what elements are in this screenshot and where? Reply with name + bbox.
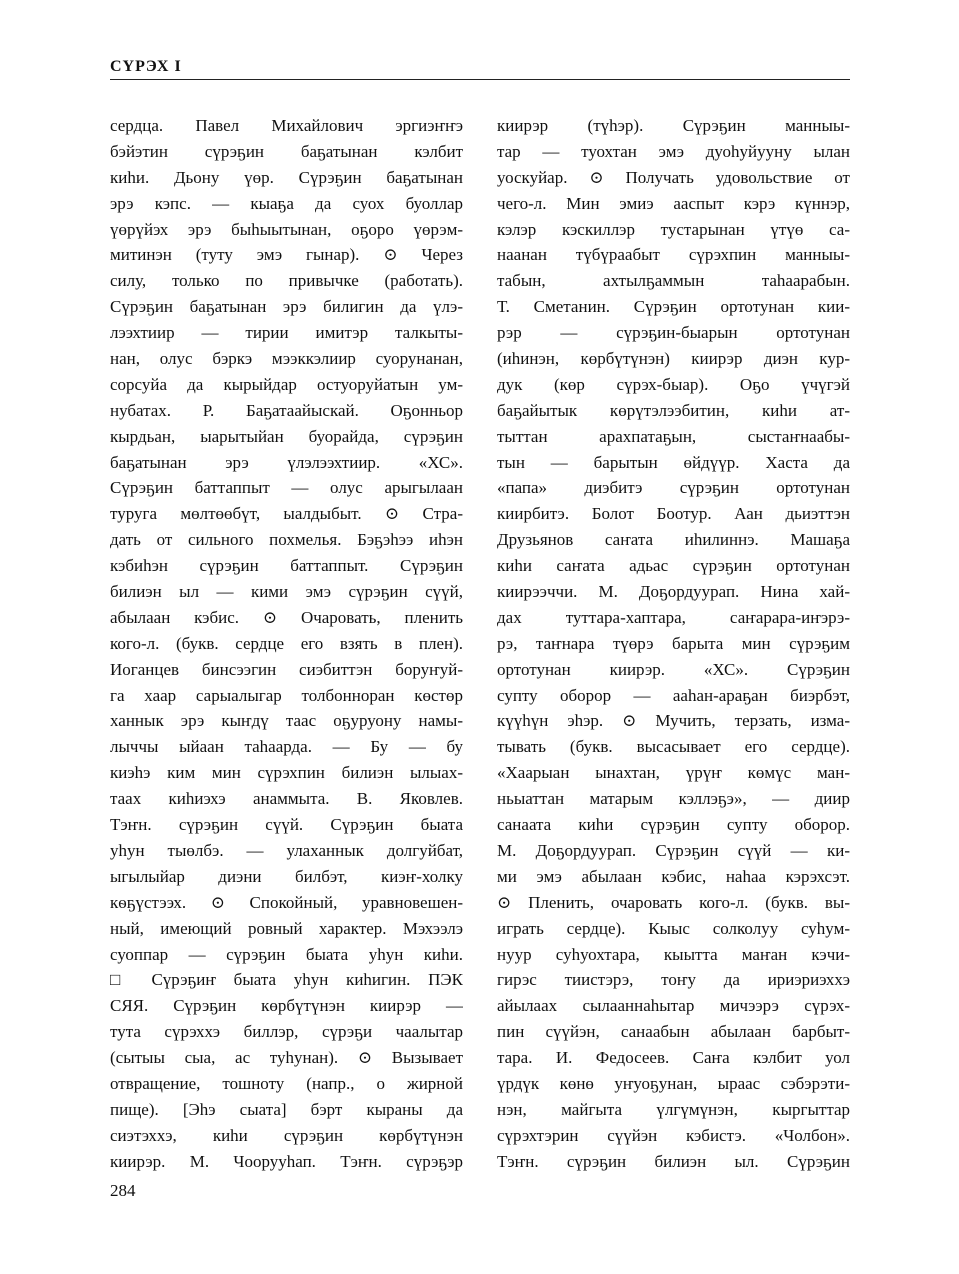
text-line: пин сүүйэн, санаабын абылаан барбыт- xyxy=(497,1022,850,1042)
text-line: силу, только по привычке (работать). xyxy=(110,271,463,291)
text-line: «папа» диэбитэ сүрэҕин ортотунан xyxy=(497,478,850,498)
text-line: уһун тыөлбэ. — улаханнык долгуйбат, xyxy=(110,840,463,860)
text-line: нэн, майгыта үлгүмүнэн, кыргыттар xyxy=(497,1099,850,1119)
text-line: ыгылыйар диэни билбэт, киэҥ-холку xyxy=(110,866,463,886)
text-line: М. Доҕордуурап. Сүрэҕин сүүй — ки- xyxy=(497,840,850,860)
text-line: пище). [Эһэ сыата] бэрт кыраны да xyxy=(110,1099,463,1119)
text-line: билиэн ыл — кими эмэ сүрэҕин сүүй, xyxy=(110,582,463,602)
text-line: Сүрэҕин баттаппыт — олус арыгылаан xyxy=(110,478,463,498)
text-line: туруга мөлтөөбүт, ыалдыбыт. ⊙ Стра- xyxy=(110,504,463,524)
text-line: үрдүк көнө уҥуоҕунан, ыраас сэбэрэти- xyxy=(497,1073,850,1093)
text-line: кырдьан, ыарытыйан буорайда, сүрэҕин xyxy=(110,426,463,446)
text-line: рэ, таҥнара түөрэ барыта мин сүрэҕим xyxy=(497,633,850,653)
text-line: Друзьянов саҥата иһилиннэ. Машаҕа xyxy=(497,530,850,550)
text-line: киирэр (түһэр). Сүрэҕин манныы- xyxy=(497,116,850,135)
text-line: тыттан арахпатаҕын, сыстаҥнаабы- xyxy=(497,426,850,446)
text-line: играть сердце). Кыыс солколуу суһум- xyxy=(497,918,850,938)
text-line: киирбитэ. Болот Боотур. Аан дьиэттэн xyxy=(497,504,850,524)
header-rule xyxy=(110,79,850,80)
text-line: Сүрэҕин баҕатынан эрэ билигин да үлэ- xyxy=(110,297,463,317)
text-line: лыччы ыйаан таһаарда. — Бу — бу xyxy=(110,737,463,757)
text-line: га хаар сарыалыгар толбонноран көстөр xyxy=(110,685,463,705)
text-line: отвращение, тошноту (напр., о жирной xyxy=(110,1073,463,1093)
text-line: ортотунан киирэр. «ХС». Сүрэҕин xyxy=(497,659,850,679)
text-line: суоппар — сүрэҕин быата уһун киһи. xyxy=(110,944,463,964)
text-line: санаата киһи сүрэҕин супту оборор. xyxy=(497,815,850,835)
text-line: ньыаттан матарым кэллэҕэ», — диир xyxy=(497,789,850,809)
text-line: тар — туохтан эмэ дуоһуйууну ылан xyxy=(497,141,850,161)
text-line: ный, имеющий ровный характер. Мэхээлэ xyxy=(110,918,463,938)
text-line: баҕайытык көрүтэлээбитин, киһи ат- xyxy=(497,400,850,420)
text-line: киэһэ ким мин сүрэхпин билиэн ылыах- xyxy=(110,763,463,783)
text-line: ханнык эрэ кыҥдү таас оҕуруону намы- xyxy=(110,711,463,731)
text-line: кого-л. (букв. сердце его взять в плен). xyxy=(110,633,463,653)
text-line: нан, олус бэркэ мээккэлиир суорунанан, xyxy=(110,349,463,369)
text-line: ⊙ Пленить, очаровать кого-л. (букв. вы- xyxy=(497,892,850,912)
text-line: үөрүйэх эрэ быһыытынан, оҕоро үөрэм- xyxy=(110,219,463,239)
text-line: табын, ахтылҕаммын таһаарабын. xyxy=(497,271,850,291)
text-line: тын — барытын өйдүүр. Хаста да xyxy=(497,452,850,472)
text-line: дать от сильного похмелья. Бэҕэһээ иһэн xyxy=(110,530,463,550)
text-line: наанан түбүраабыт сүрэхпин манныы- xyxy=(497,245,850,265)
running-header: СҮРЭХ I xyxy=(110,58,182,75)
text-line: бэйэтин сүрэҕин баҕатынан кэлбит xyxy=(110,141,463,161)
text-line: кэбиһэн сүрэҕин баттаппыт. Сүрэҕин xyxy=(110,556,463,576)
text-line: кэлэр кэскиллэр тустарынан үтүө са- xyxy=(497,219,850,239)
text-line: Иоганцев бинсээгин сиэбиттэн боруҥуй- xyxy=(110,659,463,679)
text-line: ми эмэ абылаан кэбис, наһаа кэрэхсэт. xyxy=(497,866,850,886)
text-line: СЯЯ. Сүрэҕин көрбүтүнэн киирэр — xyxy=(110,996,463,1016)
text-line: күүһүн эһэр. ⊙ Мучить, терзать, изма- xyxy=(497,711,850,731)
text-line: митинэн (туту эмэ гынар). ⊙ Через xyxy=(110,245,463,265)
text-line: таах киһиэхэ анаммыта. В. Яковлев. xyxy=(110,789,463,809)
text-line: сиэтэххэ, киһи сүрэҕин көрбүтүнэн xyxy=(110,1125,463,1145)
text-line: нуур суһуохтара, кыытта маҥан кэчи- xyxy=(497,944,850,964)
text-line: киирэр. М. Чоорууһап. Тэҥн. сүрэҕэр xyxy=(110,1151,463,1171)
text-line: дах туттара-хаптара, саҥарара-иҥэрэ- xyxy=(497,607,850,627)
text-line: гирэс тиистэрэ, тоҥу да ириэриэххэ xyxy=(497,970,850,990)
text-line: лээхтиир — тирии имитэр талкыты- xyxy=(110,323,463,343)
text-line: эрэ кэпс. — кыаҕа да суох буоллар xyxy=(110,193,463,213)
text-line: (сытыы сыа, ас туһунан). ⊙ Вызывает xyxy=(110,1048,463,1068)
text-line: «Хаарыан ынахтан, үрүҥ көмүс ман- xyxy=(497,763,850,783)
page-number: 284 xyxy=(110,1181,136,1200)
text-line: баҕатынан эрэ үлэлээхтиир. «ХС». xyxy=(110,452,463,472)
text-line: кѳҕүстээх. ⊙ Спокойный, уравновешен- xyxy=(110,892,463,912)
text-line: дук (көр сүрэх-быар). Оҕо үчүгэй xyxy=(497,374,850,394)
text-line: тара. И. Федосеев. Саҥа кэлбит уол xyxy=(497,1048,850,1068)
text-line: киһи саҥата адьас сүрэҕин ортотунан xyxy=(497,556,850,576)
text-line: Тэҥн. сүрэҕин сүүй. Сүрэҕин быата xyxy=(110,815,463,835)
text-line: Т. Сметанин. Сүрэҕин ортотунан кии- xyxy=(497,297,850,317)
text-line: Тэҥн. сүрэҕин билиэн ыл. Сүрэҕин xyxy=(497,1151,850,1171)
text-line: рэр — сүрэҕин-быарын ортотунан xyxy=(497,323,850,343)
text-line: (иһинэн, көрбүтүнэн) киирэр диэн кур- xyxy=(497,349,850,369)
right-column xyxy=(497,113,850,1175)
text-line: уоскуйар. ⊙ Получать удовольствие от xyxy=(497,167,850,187)
text-line: чего-л. Мин эмиэ ааспыт кэрэ күннэр, xyxy=(497,193,850,213)
text-line: сердца. Павел Михайлович эргиэҥҥэ xyxy=(110,116,463,135)
text-line: нубатах. Р. Баҕатаайыскай. Оҕонньор xyxy=(110,400,463,420)
text-line: киһи. Дьону үөр. Сүрэҕин баҕатынан xyxy=(110,167,463,187)
left-column xyxy=(110,113,463,1175)
text-line: киирээччи. М. Доҕордуурап. Нина хай- xyxy=(497,582,850,602)
text-line: айылаах сылааннаһытар мичээрэ сүрэх- xyxy=(497,996,850,1016)
text-line: сүрэхтэрин сүүйэн кэбистэ. «Чолбон». xyxy=(497,1125,850,1145)
text-line: тута сүрэххэ биллэр, сүрэҕи чаалытар xyxy=(110,1022,463,1042)
text-line: сорсуйа да кырыйдар остуоруйатын ум- xyxy=(110,374,463,394)
text-line: □ Сүрэҕиҥ быата уһун киһигин. ПЭК xyxy=(110,970,463,990)
text-line: супту оборор — ааһан-араҕан биэрбэт, xyxy=(497,685,850,705)
text-line: тывать (букв. высасывает его сердце). xyxy=(497,737,850,757)
text-line: абылаан кэбис. ⊙ Очаровать, пленить xyxy=(110,607,463,627)
